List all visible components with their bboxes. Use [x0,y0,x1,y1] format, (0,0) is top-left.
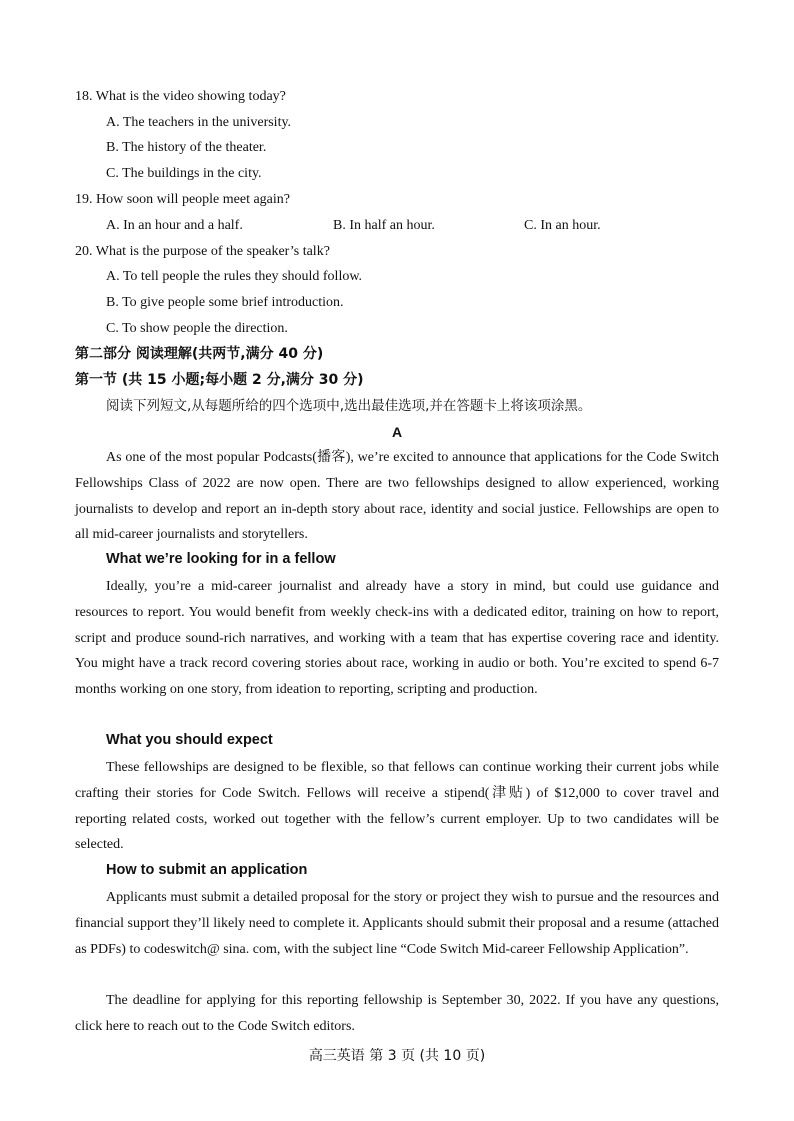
question-19-option-a: A. In an hour and a half. [106,218,243,233]
question-19-option-c: C. In an hour. [524,218,601,233]
question-20-option-b: B. To give people some brief introduction. [106,295,344,310]
question-20-stem: 20. What is the purpose of the speaker’s talk? [75,244,330,259]
question-18-option-c: C. The buildings in the city. [106,166,262,181]
passage-label: A [391,424,403,440]
expect-paragraph: These fellowships are designed to be flexible, so that fellows can continue working their current jobs while crafting their stories for Code Switch. Fellows will receive a stipend(津贴) of $12,000 to cover travel and reporting related costs, worked out together with the fellow’s current employer. Up to two candidates will be selected. [75,760,719,853]
page-footer: 高三英语 第 3 页 (共 10 页) [308,1048,486,1064]
question-18-option-a: A. The teachers in the university. [106,115,292,130]
question-18-option-b: B. The history of the theater. [106,140,267,155]
deadline-paragraph: The deadline for applying for this reporting fellowship is September 30, 2022. If you have any questions, click here to reach out to the Code Switch editors. [75,993,719,1034]
question-18-stem: 18. What is the video showing today? [75,89,286,104]
passage-intro-paragraph: As one of the most popular Podcasts(播客), we’re excited to announce that applications for the Code Switch Fellowships Class of 2022 are now open. There are two fellowships designed to allow experienced, working journalists to develop and report an in-depth story about race, identity and social justice. Fellowships are open to all mid-career journalists and storytellers. [75,450,719,543]
subheading-submit: How to submit an application [106,862,308,878]
question-20-option-c: C. To show people the direction. [106,321,288,336]
reading-instruction: 阅读下列短文,从每题所给的四个选项中,选出最佳选项,并在答题卡上将该项涂黑。 [106,398,592,414]
question-20-option-a: A. To tell people the rules they should follow. [106,269,363,284]
subheading-expect: What you should expect [106,732,273,748]
subheading-looking-for: What we’re looking for in a fellow [106,551,336,567]
section-one-heading: 第一节 (共 15 小题;每小题 2 分,满分 30 分) [75,372,364,388]
looking-for-paragraph: Ideally, you’re a mid-career journalist and already have a story in mind, but could use guidance and resources to report. You would benefit from weekly check-ins with a dedicated editor, training on how to report, script and produce sound-rich narratives, and working with a team that has expertise covering race and identity. You might have a track record covering stories about race, working in audio or both. You’re excited to spend 6-7 months working on one story, from ideation to reporting, scripting and production. [75,579,719,698]
question-19-stem: 19. How soon will people meet again? [75,192,291,207]
part-two-heading: 第二部分 阅读理解(共两节,满分 40 分) [75,346,324,362]
question-19-option-b: B. In half an hour. [333,218,435,233]
submit-paragraph: Applicants must submit a detailed proposal for the story or project they wish to pursue and the resources and financial support they’ll likely need to complete it. Applicants should submit their proposal and a resume (attached as PDFs) to codeswitch@ sina. com, with the subject line “Code Switch Mid-career Fellowship Application”. [75,890,719,957]
